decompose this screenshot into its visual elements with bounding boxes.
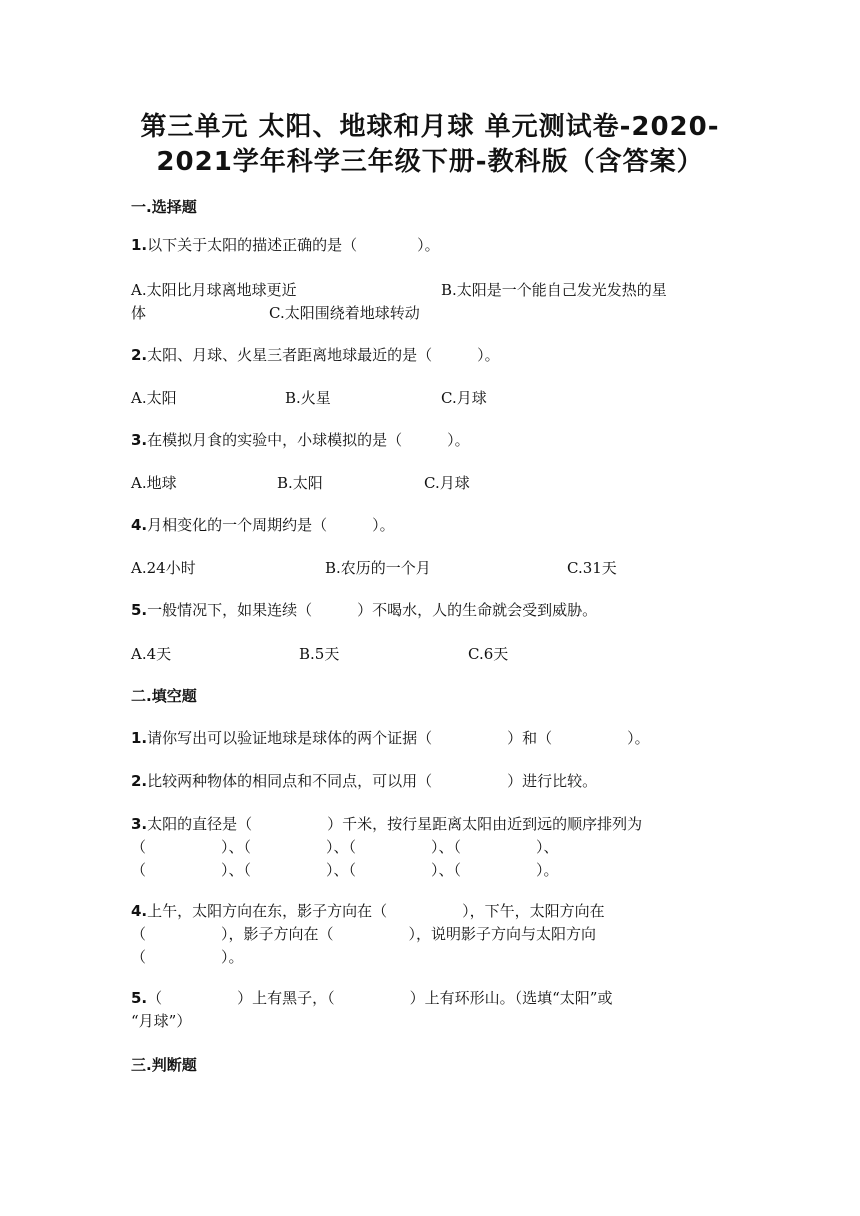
choice-q3-option-b: B.太阳: [277, 474, 323, 492]
fill-q4-line-2: （ ），影子方向在（ ），说明影子方向与太阳方向: [131, 925, 597, 943]
fill-q5-line-2: “月球”）: [131, 1012, 192, 1030]
question-number: 2.: [131, 772, 148, 790]
choice-q5-option-a: A.4天: [131, 645, 172, 663]
question-text-line-1: 太阳的直径是（ ）千米，按行星距离太阳由近到远的顺序排列为: [147, 815, 643, 833]
question-number: 1.: [131, 729, 148, 747]
choice-question-4: [131, 514, 721, 537]
fill-q3-line-3: （ ）、（ ）、（ ）、（ ）。: [131, 861, 559, 879]
section-heading-choice: 一.选择题: [131, 198, 197, 216]
choice-question-5: [131, 599, 721, 622]
question-text: 以下关于太阳的描述正确的是（ ）。: [147, 236, 440, 254]
question-number: 4.: [131, 516, 148, 534]
question-number: 2.: [131, 346, 148, 364]
section-heading-judge: 三.判断题: [131, 1056, 197, 1074]
fill-q4-line-3: （ ）。: [131, 948, 244, 966]
choice-q4-option-c: C.31天: [567, 559, 617, 577]
fill-question-2: [131, 770, 721, 793]
choice-question-2: [131, 344, 721, 367]
choice-q1-option-c: C.太阳围绕着地球转动: [269, 304, 420, 322]
question-text-line-1: 上午，太阳方向在东，影子方向在（ ），下午，太阳方向在: [147, 902, 605, 920]
choice-q2-option-b: B.火星: [285, 389, 331, 407]
section-heading-fill: 二.填空题: [131, 687, 197, 705]
choice-q1-option-b-continued: 体: [131, 304, 147, 322]
question-text: 在模拟月食的实验中，小球模拟的是（ ）。: [147, 431, 470, 449]
fill-question-3: [131, 813, 721, 836]
choice-q4-option-a: A.24小时: [131, 559, 196, 577]
question-number: 5.: [131, 989, 148, 1007]
question-text: 请你写出可以验证地球是球体的两个证据（ ）和（ ）。: [147, 729, 650, 747]
question-text: 月相变化的一个周期约是（ ）。: [147, 516, 395, 534]
question-text: 太阳、月球、火星三者距离地球最近的是（ ）。: [147, 346, 500, 364]
choice-question-1: [131, 234, 721, 257]
question-number: 1.: [131, 236, 148, 254]
fill-q3-line-2: （ ）、（ ）、（ ）、（ ）、: [131, 838, 559, 856]
choice-question-3: [131, 429, 721, 452]
choice-q5-option-c: C.6天: [468, 645, 509, 663]
question-number: 4.: [131, 902, 148, 920]
question-number: 3.: [131, 815, 148, 833]
choice-q3-option-c: C.月球: [424, 474, 470, 492]
choice-q2-option-a: A.太阳: [131, 389, 177, 407]
fill-question-4: [131, 900, 721, 923]
page-title-line-2: 2021学年科学三年级下册-教科版（含答案）: [156, 147, 704, 177]
fill-question-1: [131, 727, 721, 750]
choice-q2-option-c: C.月球: [441, 389, 487, 407]
question-text: 比较两种物体的相同点和不同点，可以用（ ）进行比较。: [147, 772, 598, 790]
choice-q5-option-b: B.5天: [299, 645, 340, 663]
question-text-line-1: （ ）上有黑子，（ ）上有环形山。（选填“太阳”或: [147, 989, 613, 1007]
question-text: 一般情况下，如果连续（ ）不喝水，人的生命就会受到威胁。: [147, 601, 598, 619]
fill-question-5: [131, 987, 721, 1010]
choice-q4-option-b: B.农历的一个月: [325, 559, 431, 577]
choice-q3-option-a: A.地球: [131, 474, 177, 492]
page-title-line-1: 第三单元 太阳、地球和月球 单元测试卷-2020-: [140, 112, 720, 142]
question-number: 5.: [131, 601, 148, 619]
question-number: 3.: [131, 431, 148, 449]
choice-q1-option-a: A.太阳比月球离地球更近: [131, 281, 297, 299]
choice-q1-option-b: B.太阳是一个能自己发光发热的星: [441, 281, 667, 299]
